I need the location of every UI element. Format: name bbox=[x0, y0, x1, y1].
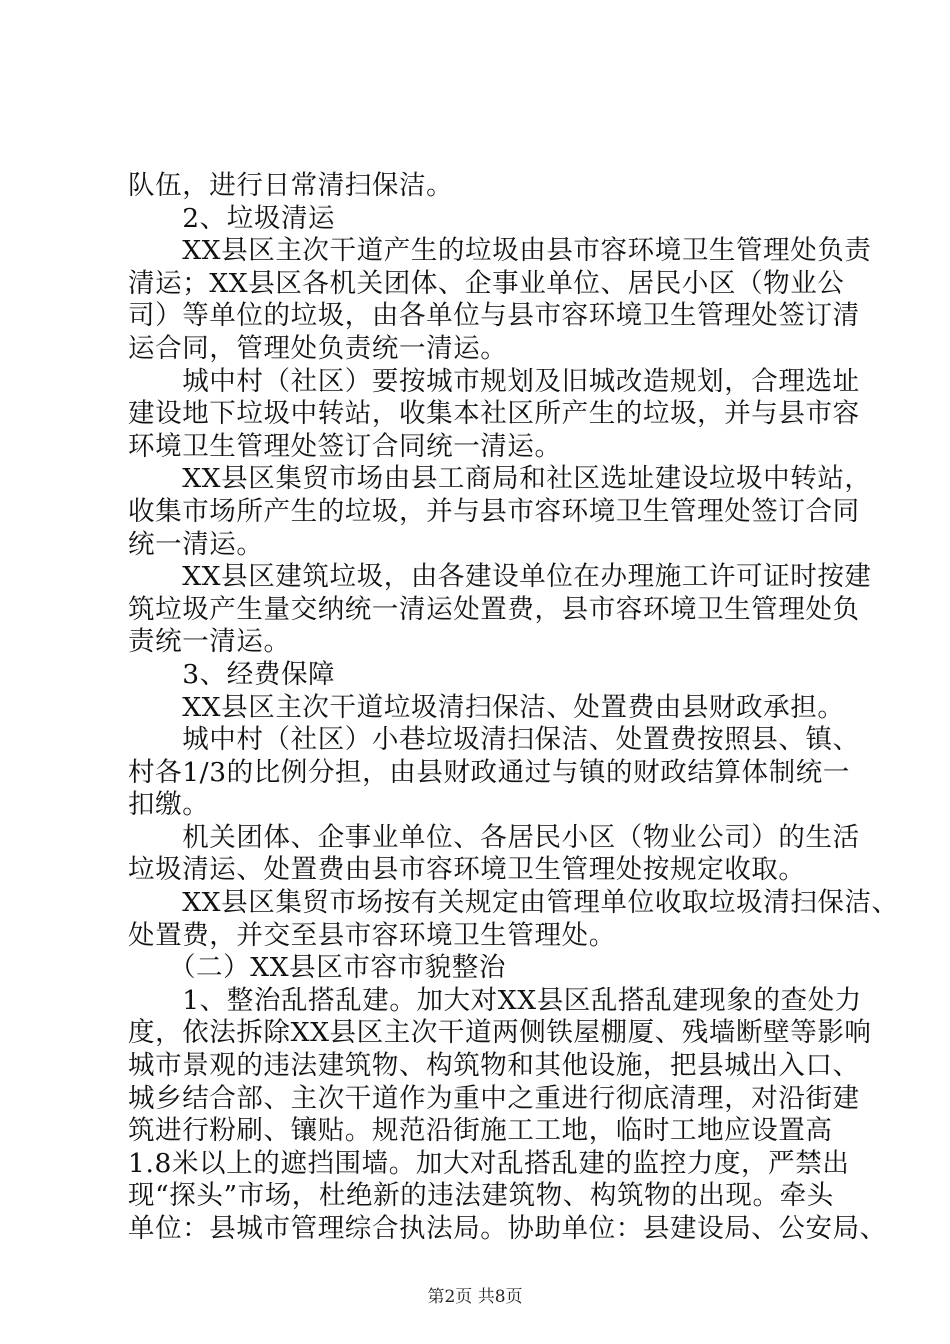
text-line: 1.8米以上的遮挡围墙。加大对乱搭乱建的监控力度，严禁出 bbox=[128, 1147, 850, 1179]
page-footer: 第2页 共8页 bbox=[427, 1287, 523, 1307]
text-line: 扣缴。 bbox=[128, 789, 210, 821]
text-line: 现“探头”市场，杜绝新的违法建筑物、构筑物的出现。牵头 bbox=[128, 1180, 834, 1212]
text-line: XX县区主次干道垃圾清扫保洁、处置费由县财政承担。 bbox=[128, 691, 845, 723]
text-line: XX县区集贸市场按有关规定由管理单位收取垃圾清扫保洁、 bbox=[128, 887, 899, 919]
text-line: （二）XX县区市容市貌整治 bbox=[128, 952, 506, 984]
text-line: 清运；XX县区各机关团体、企事业单位、居民小区（物业公 bbox=[128, 267, 845, 299]
text-line: XX县区主次干道产生的垃圾由县市容环境卫生管理处负责 bbox=[128, 235, 872, 267]
text-line: 司）等单位的垃圾，由各单位与县市容环境卫生管理处签订清 bbox=[128, 300, 860, 332]
text-line: 责统一清运。 bbox=[128, 626, 291, 658]
text-line: 筑垃圾产生量交纳统一清运处置费，县市容环境卫生管理处负 bbox=[128, 593, 860, 625]
text-line: 城市景观的违法建筑物、构筑物和其他设施，把县城出入口、 bbox=[128, 1050, 860, 1082]
text-line: 队伍，进行日常清扫保洁。 bbox=[128, 170, 454, 201]
text-line: 筑进行粉刷、镶贴。规范沿街施工工地，临时工地应设置高 bbox=[128, 1115, 833, 1147]
text-line: 城中村（社区）小巷垃圾清扫保洁、处置费按照县、镇、 bbox=[128, 724, 860, 756]
text-line: XX县区集贸市场由县工商局和社区选址建设垃圾中转站， bbox=[128, 463, 872, 495]
document-body bbox=[128, 170, 899, 1246]
text-line: 2、垃圾清运 bbox=[128, 202, 336, 234]
text-line: 收集市场所产生的垃圾，并与县市容环境卫生管理处签订合同 bbox=[128, 495, 860, 527]
text-line: 单位：县城市管理综合执法局。协助单位：县建设局、公安局、 bbox=[128, 1213, 887, 1244]
text-line: 处置费，并交至县市容环境卫生管理处。 bbox=[128, 919, 616, 951]
text-line: 垃圾清运、处置费由县市容环境卫生管理处按规定收取。 bbox=[128, 854, 806, 886]
text-line: 运合同，管理处负责统一清运。 bbox=[128, 332, 508, 364]
text-line: 1、整治乱搭乱建。加大对XX县区乱搭乱建现象的查处力 bbox=[128, 984, 862, 1016]
text-line: 村各1/3的比例分担，由县财政通过与镇的财政结算体制统一 bbox=[128, 756, 850, 788]
text-line: 城乡结合部、主次干道作为重中之重进行彻底清理，对沿街建 bbox=[128, 1082, 860, 1114]
text-line: 城中村（社区）要按城市规划及旧城改造规划，合理选址 bbox=[128, 365, 860, 397]
text-line: XX县区建筑垃圾，由各建设单位在办理施工许可证时按建 bbox=[128, 561, 872, 593]
text-line: 3、经费保障 bbox=[128, 658, 336, 690]
text-line: 建设地下垃圾中转站，收集本社区所产生的垃圾，并与县市容 bbox=[128, 398, 860, 430]
text-line: 机关团体、企事业单位、各居民小区（物业公司）的生活 bbox=[128, 821, 860, 853]
text-line: 统一清运。 bbox=[128, 528, 264, 560]
text-line: 环境卫生管理处签订合同统一清运。 bbox=[128, 430, 562, 462]
text-line: 度，依法拆除XX县区主次干道两侧铁屋棚厦、残墙断壁等影响 bbox=[128, 1017, 872, 1049]
